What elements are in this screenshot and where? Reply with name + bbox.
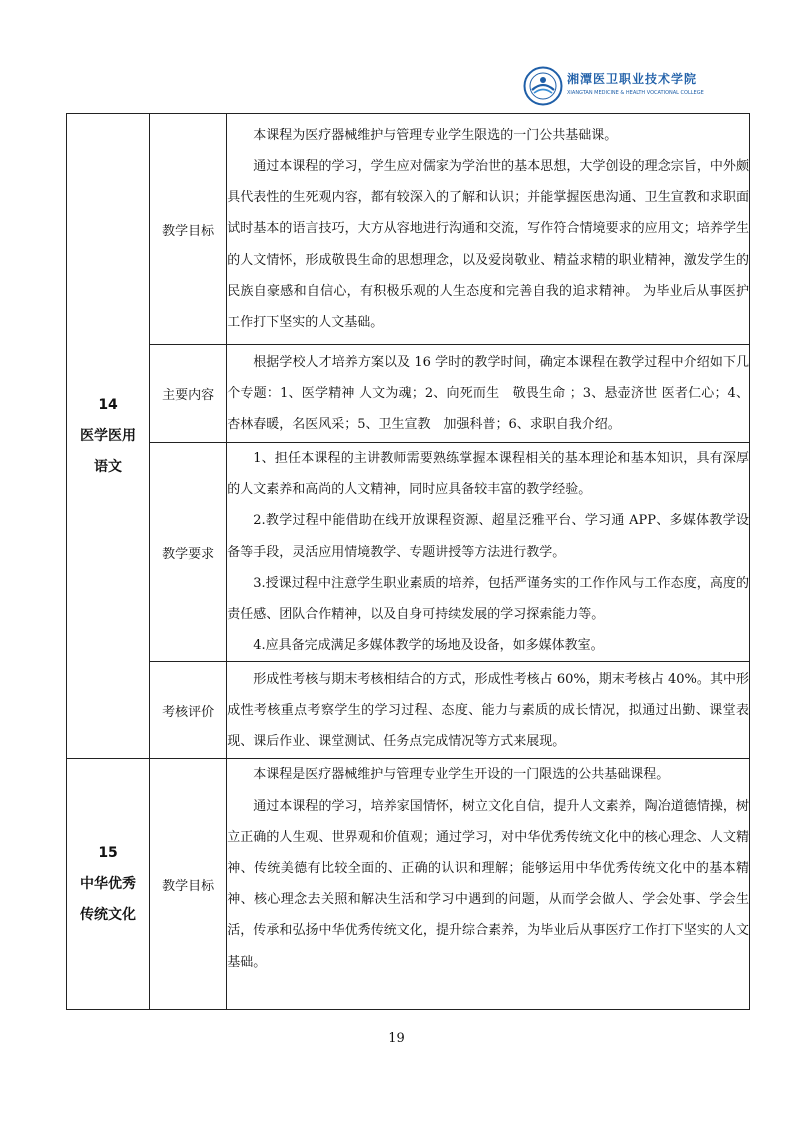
- course-table: [66, 113, 750, 1010]
- school-logo: [523, 66, 723, 108]
- paragraph: 4.应具备完成满足多媒体教学的场地及设备，如多媒体教室。: [253, 638, 604, 654]
- course-title: 中华优秀传统文化: [80, 875, 137, 923]
- table-row: [67, 443, 750, 662]
- course-number: 15: [98, 844, 118, 861]
- school-seal-icon: [523, 66, 563, 106]
- paragraph: 通过本课程的学习，培养家国情怀，树立文化自信，提升人文素养，陶冶道德情操，树立正确的人生观、世界观和价值观；通过学习，对中华优秀传统文化中的核心理念、人文精神、传统美德有比较全面的、正确的认识和理解；能够运用中华优秀传统文化中的基本精神、核心理念去关照和解决生活和学习中遇到的问题，从而学会做人、学会处事、学会生活，传承和弘扬中华优秀传统文化，提升综合素养，为毕业后从事医疗工作打下坚实的人文基础。: [227, 798, 749, 970]
- table-row: [67, 345, 750, 443]
- content-cell: [227, 114, 750, 345]
- paragraph: 根据学校人才培养方案以及 16 学时的教学时间，确定本课程在教学过程中介绍如下几个专题：1、医学精神 人文为魂；2、向死而生 敬畏生命 ；3、悬壶济世 医者仁心；4、杏林春暖，名医风采；5、卫生宣教 加强科普；6、求职自我介绍。: [227, 354, 749, 433]
- table-row: [67, 114, 750, 345]
- paragraph: 本课程为医疗器械维护与管理专业学生限选的一门公共基础课。: [253, 127, 618, 143]
- school-name: 湘潭医卫职业技术学院: [567, 72, 698, 86]
- school-name-en: XIANGTAN MEDICINE & HEALTH VOCATIONAL COLLEGE: [567, 90, 704, 96]
- table-row: [67, 662, 750, 759]
- category-cell: 考核评价: [150, 662, 227, 759]
- category-cell: 主要内容: [150, 345, 227, 443]
- paragraph: 本课程是医疗器械维护与管理专业学生开设的一门限选的公共基础课程。: [253, 767, 670, 783]
- table-row: [67, 759, 750, 1010]
- paragraph: 1、担任本课程的主讲教师需要熟练掌握本课程相关的基本理论和基本知识，具有深厚的人文素养和高尚的人文精神，同时应具备较丰富的教学经验。: [227, 451, 749, 498]
- course-number: 14: [98, 396, 118, 413]
- content-cell: [227, 759, 750, 1010]
- course-cell: [67, 114, 150, 759]
- paragraph: 通过本课程的学习，学生应对儒家为学治世的基本思想，大学创设的理念宗旨，中外颇具代表性的生死观内容，都有较深入的了解和认识；并能掌握医患沟通、卫生宣教和求职面试时基本的语言技巧，大方从容地进行沟通和交流，写作符合情境要求的应用文；培养学生的人文情怀，形成敬畏生命的思想理念，以及爱岗敬业、精益求精的职业精神，激发学生的民族自豪感和自信心，有积极乐观的人生态度和完善自我的追求精神。 为毕业后从事医护工作打下坚实的人文基础。: [227, 158, 749, 330]
- course-title: 医学医用语文: [80, 427, 137, 475]
- content-cell: [227, 443, 750, 662]
- category-cell: 教学目标: [150, 759, 227, 1010]
- content-cell: [227, 662, 750, 759]
- content-cell: [227, 345, 750, 443]
- course-cell: [67, 759, 150, 1010]
- category-cell: 教学要求: [150, 443, 227, 662]
- paragraph: 形成性考核与期末考核相结合的方式，形成性考核占 60%，期末考核占 40%。其中形成性考核重点考察学生的学习过程、态度、能力与素质的成长情况，拟通过出勤、课堂表现、课后作业、课堂测试、任务点完成情况等方式来展现。: [227, 671, 749, 750]
- paragraph: 3.授课过程中注意学生职业素质的培养，包括严谨务实的工作作风与工作态度，高度的责任感、团队合作精神，以及自身可持续发展的学习探索能力等。: [227, 575, 749, 623]
- page-number: 19: [388, 1031, 405, 1046]
- paragraph: 2.教学过程中能借助在线开放课程资源、超星泛雅平台、学习通 APP、多媒体教学设备等手段，灵活应用情境教学、专题讲授等方法进行教学。: [227, 513, 749, 560]
- category-cell: 教学目标: [150, 114, 227, 345]
